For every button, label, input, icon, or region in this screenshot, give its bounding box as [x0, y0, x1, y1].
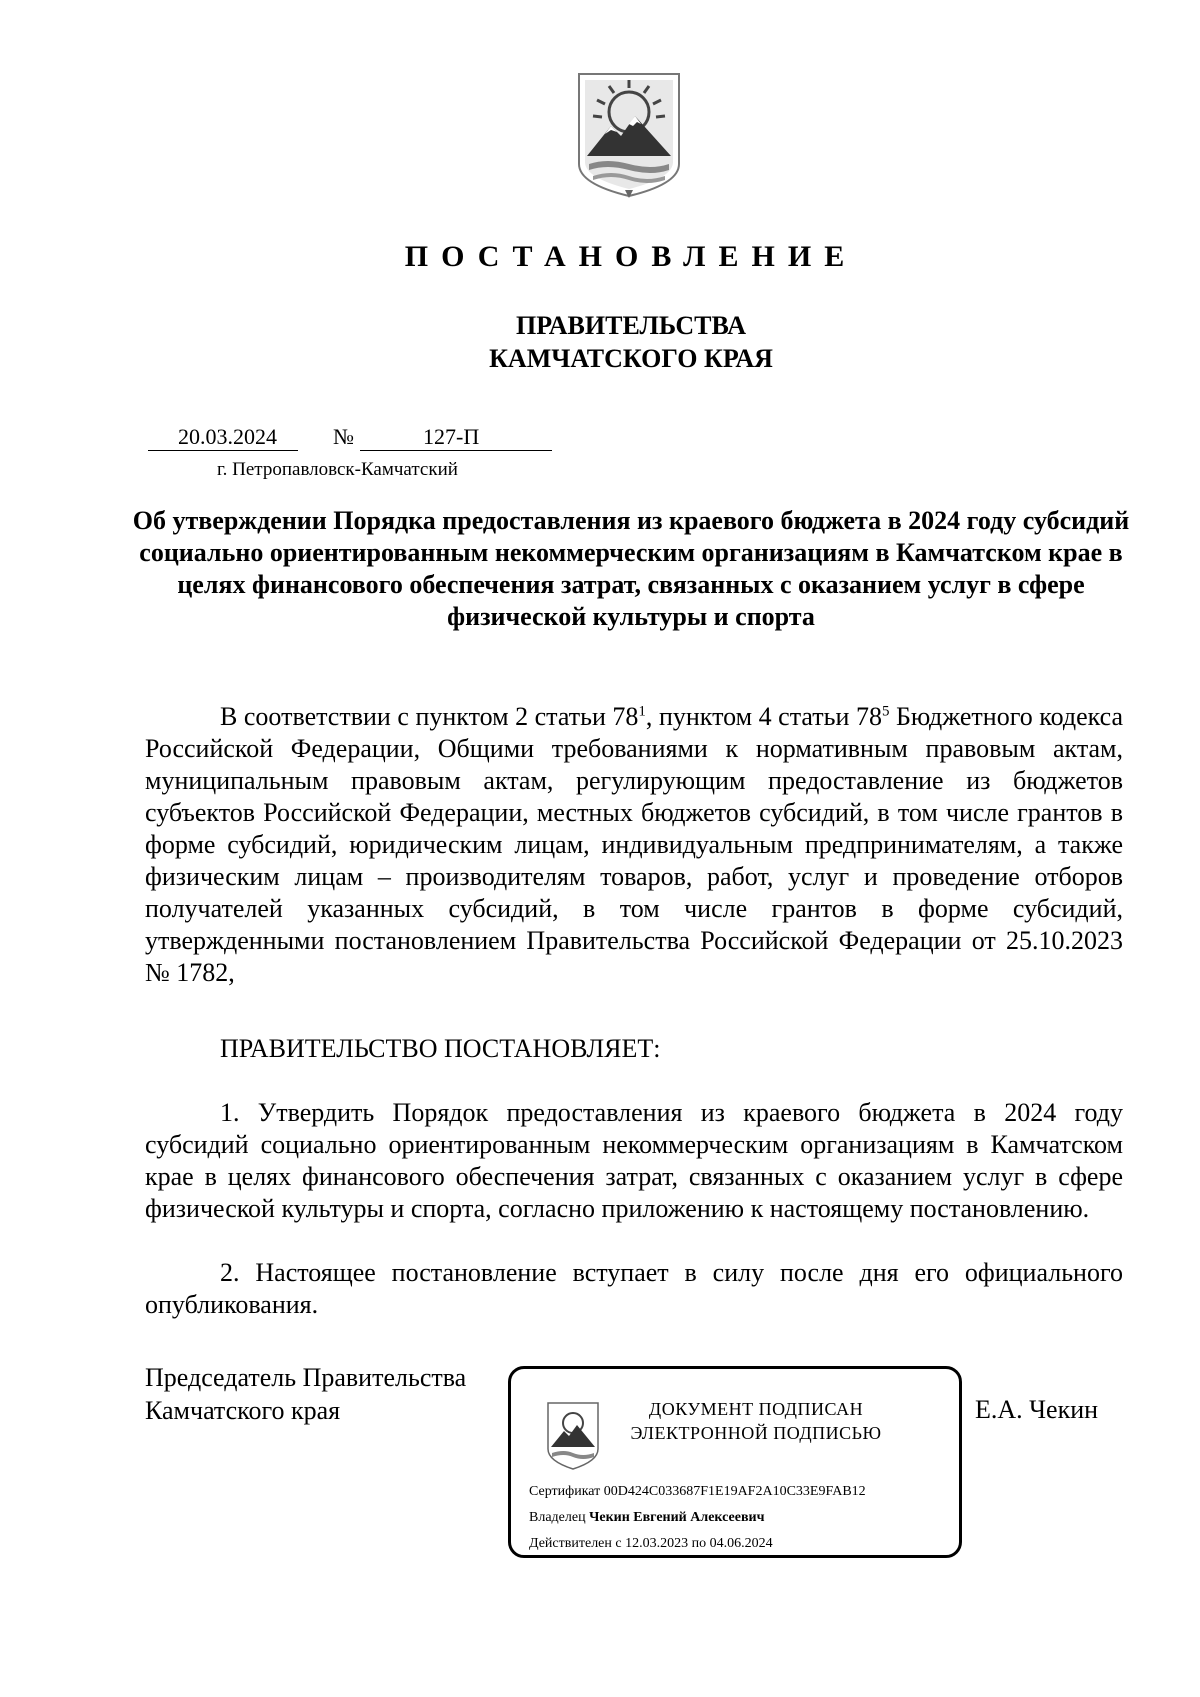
- document-number: 127-П: [423, 424, 480, 449]
- signatory-name: Е.А. Чекин: [975, 1395, 1099, 1424]
- stamp-title: [611, 1397, 901, 1445]
- valid-from: 12.03.2023: [625, 1536, 689, 1551]
- decree-item-2: 2. Настоящее постановление вступает в силу после дня его официального опубликования.: [145, 1258, 1123, 1319]
- basis-text: В соответствии с пунктом 2 статьи 78: [220, 702, 639, 731]
- document-title: Об утверждении Порядка предоставления из краевого бюджета в 2024 году субсидий социально ориентированным некоммерческим организациям в Камчатском крае в целях финансового обеспечения затрат, связанных с оказанием услуг в сфере физической культуры и спорта: [132, 506, 1130, 631]
- basis-text: Бюджетного кодекса Российской Федерации, Общими требованиями к нормативным правовым актам, муниципальным правовым актам, регулирующим предоставление из бюджетов субъектов Российской Федерации, местных бюджетов субсидий, в том числе грантов в форме субсидий, юридическим лицам, индивидуальным предпринимателям, а также физическим лицам – производителям товаров, работ, услуг и проведение отборов получателей указанных субсидий, в том числе грантов в форме субсидий, утвержденными постановлением Правительства Российской Федерации от 25.10.2023 № 1782,: [145, 702, 1123, 987]
- owner-label: Владелец: [529, 1510, 586, 1525]
- certificate-value: 00D424C033687F1E19AF2A10C33E9FAB12: [603, 1484, 866, 1499]
- owner-line: [529, 1510, 764, 1526]
- number-sign: №: [333, 424, 354, 449]
- basis-paragraph: [145, 701, 1123, 989]
- owner-value: Чекин Евгений Алексеевич: [589, 1510, 765, 1525]
- document-type: ПОСТАНОВЛЕНИЕ: [404, 240, 858, 273]
- basis-text: , пунктом 4 статьи 78: [645, 702, 882, 731]
- document-city: г. Петропавловск-Камчатский: [217, 459, 458, 480]
- document-date: 20.03.2024: [178, 424, 277, 449]
- issuing-authority: [0, 309, 1200, 375]
- electronic-signature-stamp: [508, 1366, 962, 1558]
- superscript: 5: [881, 703, 890, 720]
- stamp-title-line: ДОКУМЕНТ ПОДПИСАН: [648, 1399, 864, 1419]
- superscript: 1: [638, 703, 646, 720]
- decree-statement: ПРАВИТЕЛЬСТВО ПОСТАНОВЛЯЕТ:: [220, 1034, 661, 1063]
- valid-to: 04.06.2024: [709, 1536, 773, 1551]
- certificate-label: Сертификат: [529, 1484, 601, 1499]
- authority-line: ПРАВИТЕЛЬСТВА: [516, 311, 746, 340]
- authority-line: КАМЧАТСКОГО КРАЯ: [489, 344, 773, 373]
- certificate-line: [529, 1484, 866, 1500]
- kamchatka-coat-of-arms-icon: [577, 72, 681, 200]
- role-line: Председатель Правительства: [145, 1363, 467, 1392]
- validity-line: [529, 1536, 773, 1552]
- registration-line: [148, 424, 552, 454]
- valid-from-label: с: [615, 1536, 622, 1551]
- kamchatka-coat-of-arms-icon: [546, 1401, 600, 1471]
- valid-to-label: по: [691, 1536, 707, 1551]
- signatory-role: [145, 1361, 466, 1427]
- valid-label: Действителен: [529, 1536, 612, 1551]
- role-line: Камчатского края: [145, 1396, 341, 1425]
- decree-item-1: 1. Утвердить Порядок предоставления из краевого бюджета в 2024 году субсидий социально ориентированным некоммерческим организациям в Камчатском крае в целях финансового обеспечения затрат, связанных с оказанием услуг в сфере физической культуры и спорта, согласно приложению к настоящему постановлению.: [145, 1098, 1123, 1223]
- stamp-title-line: ЭЛЕКТРОННОЙ ПОДПИСЬЮ: [630, 1423, 882, 1443]
